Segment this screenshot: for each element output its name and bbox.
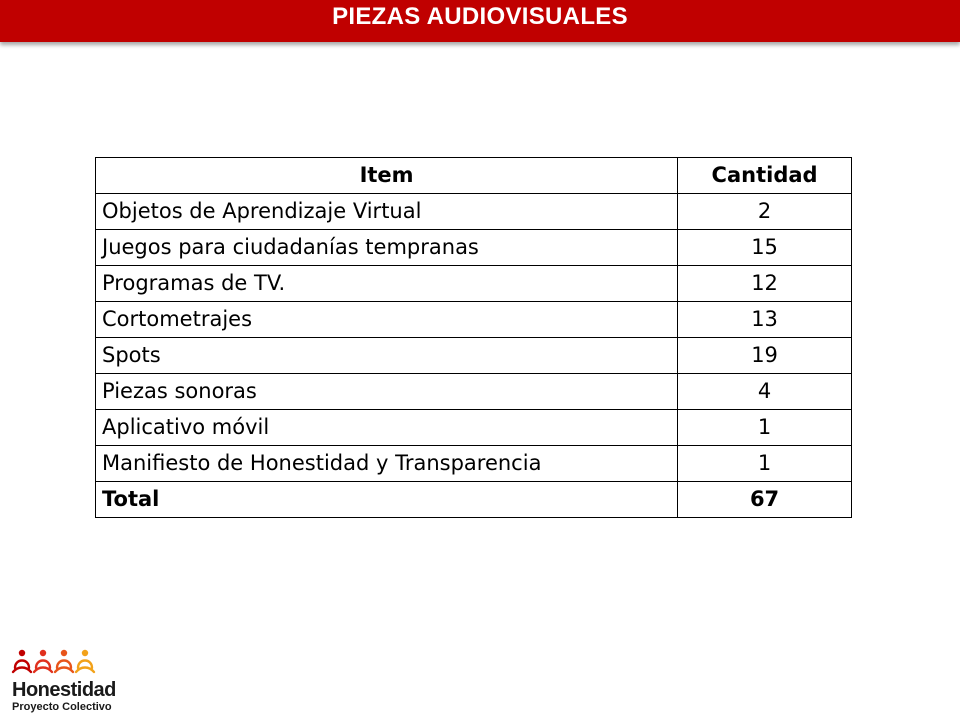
items-table	[95, 157, 852, 518]
item-cell: Cortometrajes	[96, 302, 678, 338]
table-row	[96, 446, 852, 482]
table-row	[96, 374, 852, 410]
quantity-cell: 13	[678, 302, 852, 338]
logo-name: Honestidad	[12, 679, 116, 701]
item-cell: Manifiesto de Honestidad y Transparencia	[96, 446, 678, 482]
table-row	[96, 410, 852, 446]
item-cell: Piezas sonoras	[96, 374, 678, 410]
item-cell: Objetos de Aprendizaje Virtual	[96, 194, 678, 230]
table-row	[96, 338, 852, 374]
table-row	[96, 302, 852, 338]
item-cell: Aplicativo móvil	[96, 410, 678, 446]
title-banner	[0, 0, 960, 42]
quantity-cell: 12	[678, 266, 852, 302]
column-header-item: Item	[96, 158, 678, 194]
quantity-cell: 15	[678, 230, 852, 266]
quantity-cell: 1	[678, 410, 852, 446]
column-header-cantidad: Cantidad	[678, 158, 852, 194]
table-row	[96, 230, 852, 266]
table-header-row	[96, 158, 852, 194]
item-cell: Spots	[96, 338, 678, 374]
quantity-cell: 1	[678, 446, 852, 482]
item-cell: Juegos para ciudadanías tempranas	[96, 230, 678, 266]
quantity-cell: 2	[678, 194, 852, 230]
quantity-cell: 4	[678, 374, 852, 410]
item-cell: Programas de TV.	[96, 266, 678, 302]
total-row	[96, 482, 852, 518]
total-label: Total	[96, 482, 678, 518]
quantity-cell: 19	[678, 338, 852, 374]
logo-tagline: Proyecto Colectivo	[12, 701, 112, 713]
table-row	[96, 194, 852, 230]
page-title: PIEZAS AUDIOVISUALES	[332, 3, 628, 30]
total-value: 67	[678, 482, 852, 518]
table-row	[96, 266, 852, 302]
